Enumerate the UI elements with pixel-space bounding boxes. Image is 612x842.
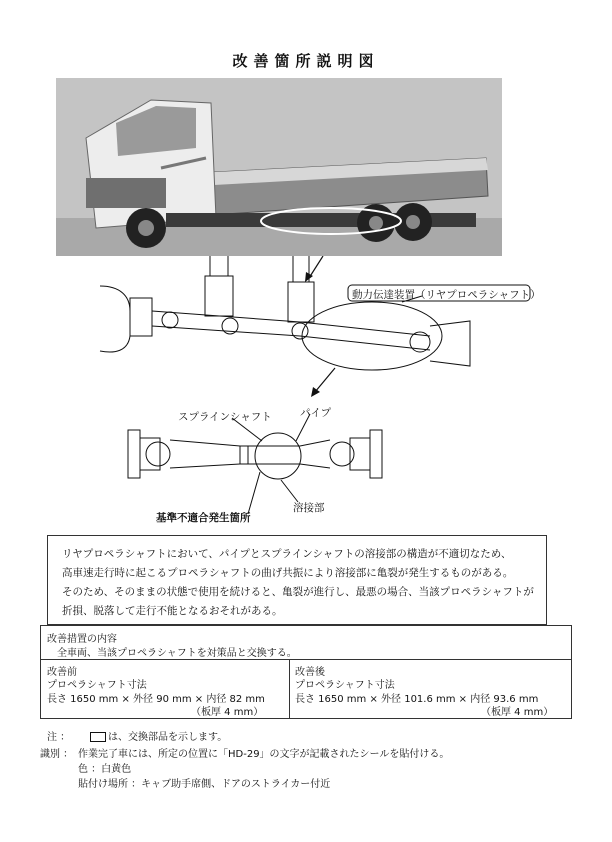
id-label: 識別 ： bbox=[40, 749, 74, 760]
place-note: 貼付け場所 ：キャブ助手席側、ドアのストライカー付近 bbox=[78, 779, 331, 790]
id-text: 作業完了車には、所定の位置に「HD-29」の文字が記載されたシールを貼付ける。 bbox=[78, 749, 450, 760]
before-label: 改善前 bbox=[47, 667, 77, 678]
measures-table bbox=[40, 625, 572, 719]
truck-illustration bbox=[56, 78, 502, 256]
description-box bbox=[47, 535, 547, 625]
after-dims: 長さ 1650 mm × 外径 101.6 mm × 内径 93.6 mm bbox=[295, 694, 539, 705]
rear-shaft-label: 動力伝達装置（リヤプロペラシャフト） bbox=[352, 289, 541, 301]
after-label: 改善後 bbox=[295, 667, 325, 678]
description-line: そのため、そのままの状態で使用を続けると、亀裂が進行し、最悪の場合、当該プロペラシャフトが bbox=[62, 586, 534, 598]
replacement-box-icon bbox=[90, 732, 106, 742]
before-dims: 長さ 1650 mm × 外径 90 mm × 内径 82 mm bbox=[47, 694, 265, 705]
nonconformity-label: 基準不適合発生箇所 bbox=[156, 512, 251, 524]
pipe-label: パイプ bbox=[300, 407, 332, 419]
note-line bbox=[88, 728, 227, 743]
measures-heading: 改善措置の内容 bbox=[47, 634, 117, 645]
before-thickness: （板厚 4 mm） bbox=[191, 707, 264, 718]
measures-summary: 全車両、当該プロペラシャフトを対策品と交換する。 bbox=[57, 648, 297, 659]
before-name: プロペラシャフト寸法 bbox=[47, 680, 147, 691]
truck-photo bbox=[56, 78, 502, 256]
after-name: プロペラシャフト寸法 bbox=[295, 680, 395, 691]
page-title: 改善箇所説明図 bbox=[232, 52, 380, 70]
color-note: 色 ：白黄色 bbox=[78, 764, 132, 775]
note-text: は、交換部品を示します。 bbox=[108, 732, 228, 743]
description-line: 折損、脱落して走行不能となるおそれがある。 bbox=[62, 605, 283, 617]
after-thickness: （板厚 4 mm） bbox=[481, 707, 554, 718]
description-line: リヤプロペラシャフトにおいて、パイプとスプラインシャフトの溶接部の構造が不適切なため、 bbox=[62, 548, 512, 560]
spline-shaft-label: スプラインシャフト bbox=[178, 411, 272, 423]
note-label: 注 ： bbox=[47, 732, 71, 743]
description-line: 高車速走行時に起こるプロペラシャフトの曲げ共振により溶接部に亀裂が発生するものがある。 bbox=[62, 567, 514, 579]
weld-label: 溶接部 bbox=[293, 502, 325, 514]
